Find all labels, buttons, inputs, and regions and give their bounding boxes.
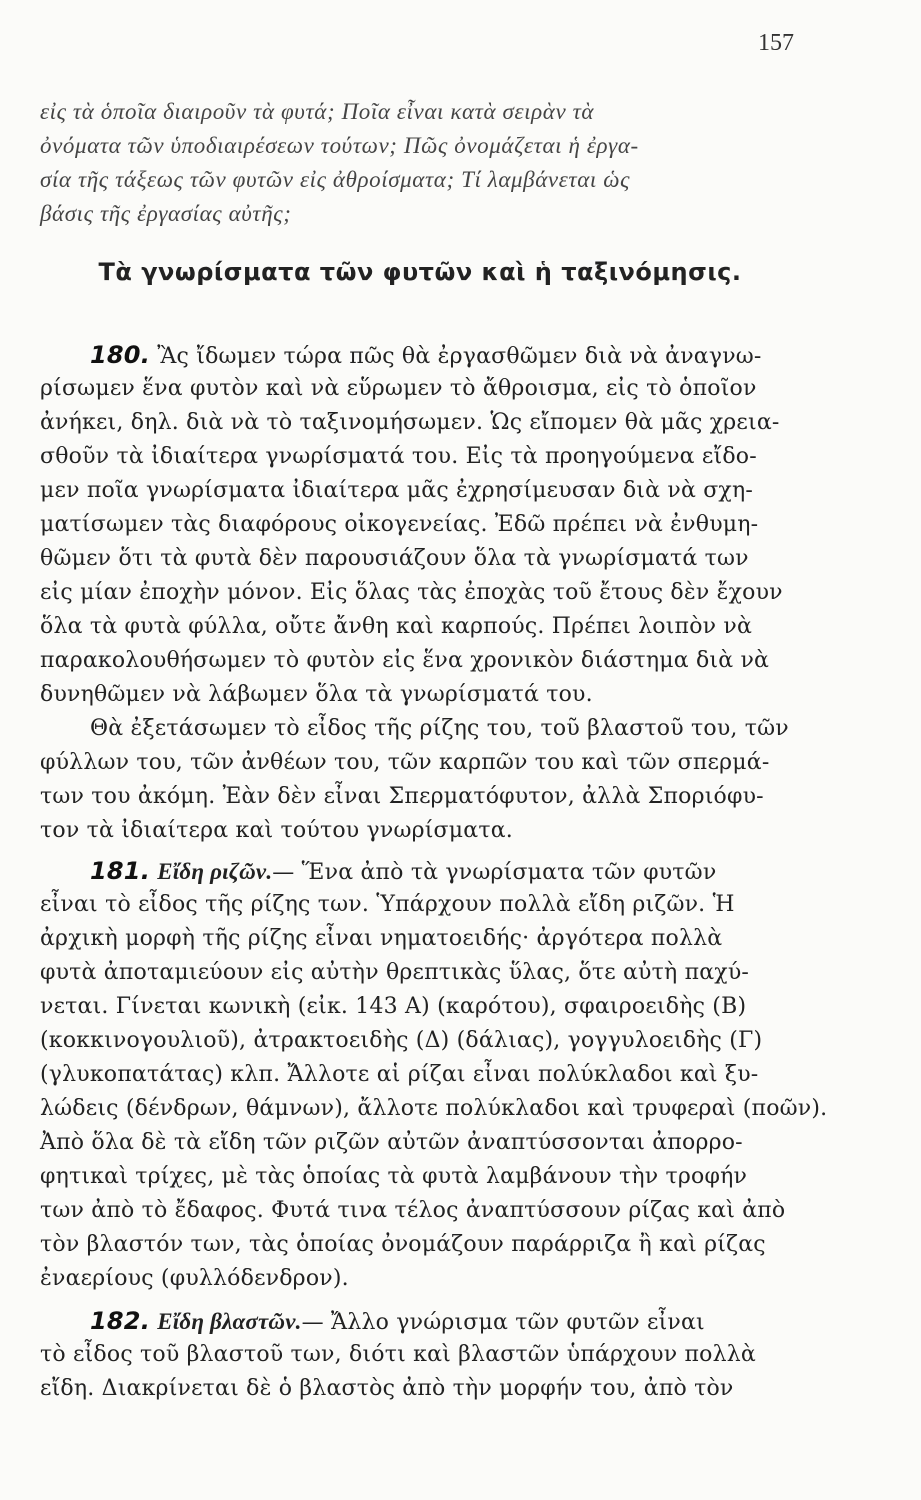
text-line: Ἀπὸ ὅλα δὲ τὰ εἴδη τῶν ριζῶν αὐτῶν ἀναπτύσσονται ἀπορρο- (40, 1130, 743, 1155)
section-first-line (40, 338, 800, 372)
chapter-heading: Τὰ γνωρίσματα τῶν φυτῶν καὶ ἡ ταξινόμησις. (98, 258, 742, 286)
text-line: βάσις τῆς ἐργασίας αὐτῆς; (40, 201, 292, 226)
text-line: τὸ εἶδος τοῦ βλαστοῦ των, διότι καὶ βλαστῶν ὑπάρχουν πολλὰ (40, 1342, 756, 1367)
section-182 (40, 1304, 800, 1406)
text-line: δυνηθῶμεν νὰ λάβωμεν ὅλα τὰ γνωρίσματά του. (40, 682, 593, 707)
text-line: ματίσωμεν τὰς διαφόρους οἰκογενείας. Ἐδῶ πρέπει νὰ ἐνθυμη- (40, 512, 759, 537)
section-180 (40, 338, 800, 848)
text-line: ὀνόματα τῶν ὑποδιαιρέσεων τούτων; Πῶς ὀνομάζεται ἡ ἐργα- (40, 133, 639, 158)
section-title: Εἴδη ριζῶν. (157, 859, 273, 884)
text-line: εἰς μίαν ἐποχὴν μόνον. Εἰς ὅλας τὰς ἐποχὰς τοῦ ἔτους δὲν ἔχουν (40, 580, 783, 605)
text-line: ρίσωμεν ἕνα φυτὸν καὶ νὰ εὕρωμεν τὸ ἄθροισμα, εἰς τὸ ὁποῖον (40, 376, 757, 401)
section-number: 180. (90, 341, 151, 369)
section-number: 182. (90, 1307, 151, 1335)
text-line: τον τὰ ἰδιαίτερα καὶ τούτου γνωρίσματα. (40, 818, 513, 843)
text-line: εἶναι τὸ εἶδος τῆς ρίζης των. Ὑπάρχουν πολλὰ εἴδη ριζῶν. Ἡ (40, 892, 735, 917)
text-line: παρακολουθήσωμεν τὸ φυτὸν εἰς ἕνα χρονικὸν διάστημα διὰ νὰ (40, 648, 770, 673)
text-line: των ἀπὸ τὸ ἔδαφος. Φυτά τινα τέλος ἀναπτύσσουν ρίζας καὶ ἀπὸ (40, 1198, 786, 1223)
text-line: σία τῆς τάξεως τῶν φυτῶν εἰς ἀθροίσματα; Τί λαμβάνεται ὡς (40, 167, 630, 192)
intro-questions (40, 95, 800, 231)
text-line: θῶμεν ὅτι τὰ φυτὰ δὲν παρουσιάζουν ὅλα τὰ γνωρίσματά των (40, 546, 749, 571)
text-line: νεται. Γίνεται κωνικὴ (εἰκ. 143 Α) (καρότου), σφαιροειδὴς (Β) (40, 994, 747, 1019)
text-line: ὅλα τὰ φυτὰ φύλλα, οὔτε ἄνθη καὶ καρπούς. Πρέπει λοιπὸν νὰ (40, 614, 753, 639)
section-first-line (40, 854, 800, 888)
text-line: λώδεις (δένδρων, θάμνων), ἄλλοτε πολύκλαδοι καὶ τρυφεραὶ (ποῶν). (40, 1096, 828, 1121)
text-line: ἀρχικὴ μορφὴ τῆς ρίζης εἶναι νηματοειδής· ἀργότερα πολλὰ (40, 926, 723, 951)
text-line: φυτὰ ἀποταμιεύουν εἰς αὐτὴν θρεπτικὰς ὕλας, ὅτε αὐτὴ παχύ- (40, 960, 750, 985)
text-line: φύλλων του, τῶν ἀνθέων του, τῶν καρπῶν του καὶ τῶν σπερμά- (40, 750, 770, 775)
text-line: (κοκκινογουλιοῦ), ἀτρακτοειδὴς (Δ) (δάλιας), γογγυλοειδὴς (Γ) (40, 1028, 763, 1053)
text-line: ἐναερίους (φυλλόδενδρον). (40, 1266, 349, 1291)
section-title: Εἴδη βλαστῶν. (157, 1309, 302, 1334)
text-line: σθοῦν τὰ ἰδιαίτερα γνωρίσματά του. Εἰς τὰ προηγούμενα εἴδο- (40, 444, 757, 469)
section-first-line (40, 1304, 800, 1338)
section-number: 181. (90, 857, 151, 885)
text-line: εἴδη. Διακρίνεται δὲ ὁ βλαστὸς ἀπὸ τὴν μορφήν του, ἀπὸ τὸν (40, 1376, 734, 1401)
text-line: φητικαὶ τρίχες, μὲ τὰς ὁποίας τὰ φυτὰ λαμβάνουν τὴν τροφήν (40, 1164, 748, 1189)
text-line: τὸν βλαστόν των, τὰς ὁποίας ὀνομάζουν παράρριζα ἢ καὶ ρίζας (40, 1232, 766, 1257)
text-line: (γλυκοπατάτας) κλπ. Ἄλλοτε αἱ ρίζαι εἶναι πολύκλαδοι καὶ ξυ- (40, 1062, 759, 1087)
text-line: των του ἀκόμη. Ἐὰν δὲν εἶναι Σπερματόφυτον, ἀλλὰ Σποριόφυ- (40, 784, 764, 809)
text-span: — Ἄλλο γνώρισμα τῶν φυτῶν εἶναι (301, 1310, 705, 1335)
text-line: εἰς τὰ ὁποῖα διαιροῦν τὰ φυτά; Ποῖα εἶναι κατὰ σειρὰν τὰ (40, 99, 595, 124)
text-span: Ἂς ἴδωμεν τώρα πῶς θὰ ἐργασθῶμεν διὰ νὰ ἀναγνω- (157, 344, 762, 369)
text-line: μεν ποῖα γνωρίσματα ἰδιαίτερα μᾶς ἐχρησίμευσαν διὰ νὰ σχη- (40, 478, 753, 503)
text-line: Θὰ ἐξετάσωμεν τὸ εἶδος τῆς ρίζης του, τοῦ βλαστοῦ του, τῶν (90, 716, 789, 741)
section-181 (40, 854, 828, 1296)
text-span: — Ἕνα ἀπὸ τὰ γνωρίσματα τῶν φυτῶν (272, 860, 717, 885)
page-number: 157 (758, 30, 794, 56)
text-line: ἀνήκει, δηλ. διὰ νὰ τὸ ταξινομήσωμεν. Ὡς εἴπομεν θὰ μᾶς χρεια- (40, 410, 780, 435)
